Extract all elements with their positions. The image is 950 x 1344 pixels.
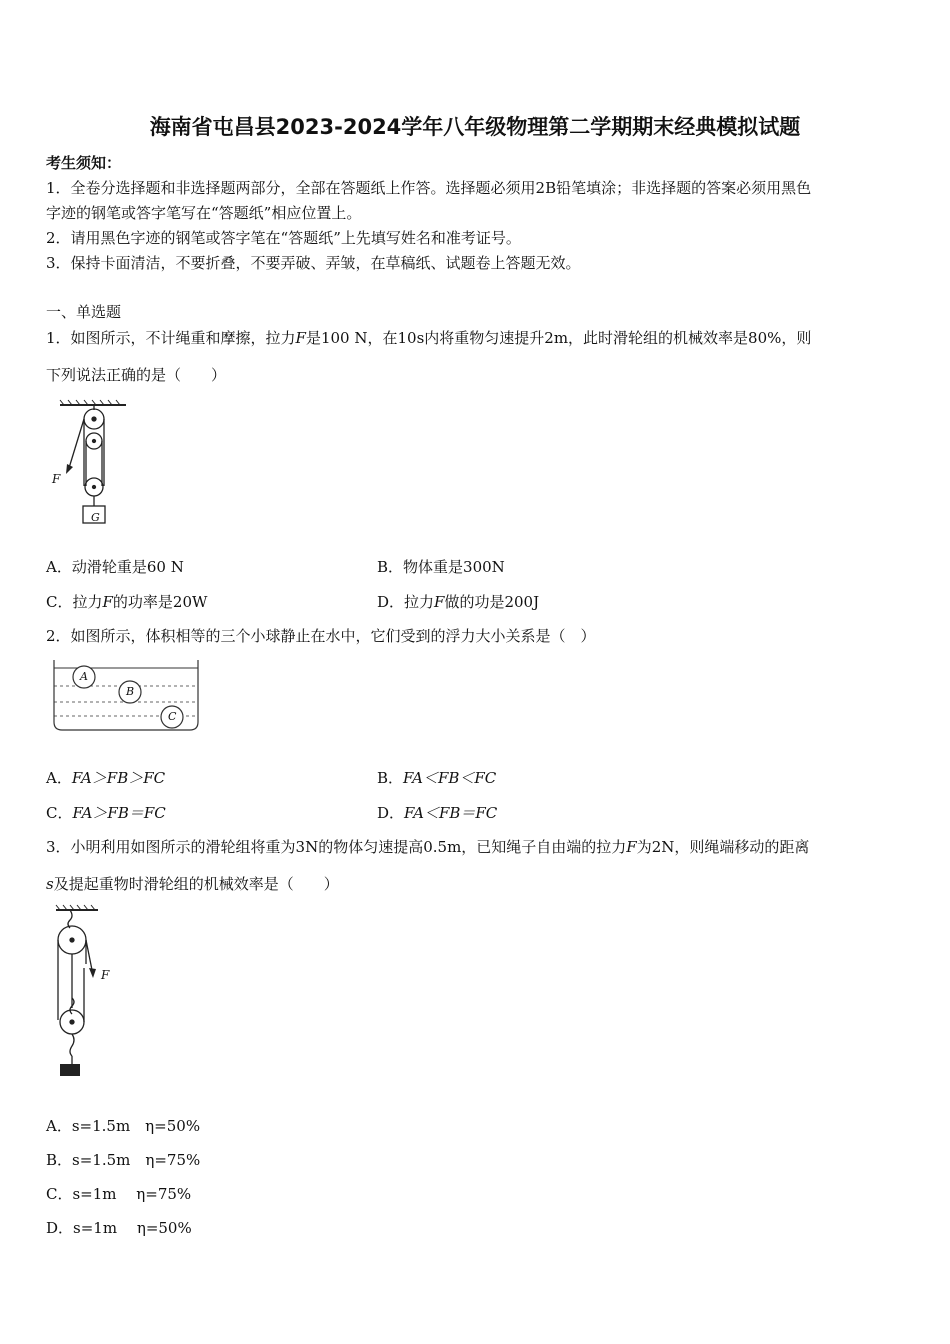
q3-stem-b: 为2N，则绳端移动的距离 [636,838,810,856]
q2-ball-b: B [126,685,135,698]
notice-item-1-cont: 字迹的钢笔或答字笔写在“答题纸”相应位置上。 [46,204,362,222]
q1-stem-var-F: F [295,329,306,347]
q3-weight-block [60,1064,80,1076]
q3-stem-line1 [46,836,809,857]
q1-stem-b: 是100 N，在10s内将重物匀速提升2m，此时滑轮组的机械效率是80%，则 [305,329,812,347]
q2-ball-c: C [168,710,177,723]
q3-stem-var-s: s [46,875,54,893]
q1-option-c-var: F [102,593,113,611]
q1-option-d-a: D．拉力 [377,593,435,611]
q1-option-b[interactable]: B．物体重是300N [377,558,505,576]
q1-option-c[interactable] [46,591,207,612]
q1-option-c-b: 的功率是20W [112,593,208,611]
q3-option-a[interactable]: A．s=1.5m η=50% [46,1117,201,1135]
q3-fig-label-F: F [101,968,110,982]
q1-option-c-a: C．拉力 [46,593,103,611]
q2-option-d-label: D． [377,804,405,822]
q2-option-b-label: B． [377,769,404,787]
notice-item-2: 2．请用黑色字迹的钢笔或答字笔在“答题纸”上先填写姓名和准考证号。 [46,229,521,247]
q3-arrow-icon [89,968,96,978]
q2-option-a-label: A． [46,769,72,787]
q2-option-d[interactable] [377,802,497,823]
q3-stem-a: 3．小明利用如图所示的滑轮组将重为3N的物体匀速提高0.5m，已知绳子自由端的拉力 [46,838,627,856]
q1-option-d-var: F [434,593,445,611]
q3-option-c[interactable]: C．s=1m η=75% [46,1185,192,1203]
section-heading: 一、单选题 [46,303,122,321]
q3-stem-var-F: F [626,838,637,856]
q1-stem-a: 1．如图所示，不计绳重和摩擦，拉力 [46,329,296,347]
notice-item-1: 1．全卷分选择题和非选择题两部分，全部在答题纸上作答。选择题必须用2B铅笔填涂；非选择题的答案必须用黑色 [46,179,812,197]
q2-ball-a: A [80,670,88,683]
q1-stem-line2: 下列说法正确的是（ ） [46,366,227,384]
notice-item-3: 3．保持卡面清洁，不要折叠，不要弄破、弄皱，在草稿纸、试题卷上答题无效。 [46,254,581,272]
q2-option-c-relation: FA＞FB＝FC [72,804,166,822]
q2-option-b-relation: FA＜FB＜FC [403,769,497,787]
q3-pulley-figure [48,904,118,1080]
q1-fig-label-F: F [52,472,61,486]
q2-option-c[interactable] [46,802,166,823]
notice-heading: 考生须知： [46,154,122,172]
q1-arrow-icon [66,464,73,474]
q1-option-d-b: 做的功是200J [444,593,540,611]
q2-stem-line1: 2．如图所示，体积相等的三个小球静止在水中，它们受到的浮力大小关系是（ ） [46,627,596,645]
q1-option-a[interactable]: A．动滑轮重是60 N [46,558,184,576]
q2-option-c-label: C． [46,804,73,822]
q1-fig-label-G: G [91,511,100,524]
q3-option-d[interactable]: D．s=1m η=50% [46,1219,192,1237]
q3-stem-line2 [46,873,339,894]
q2-option-a-relation: FA＞FB＞FC [71,769,166,787]
q1-option-d[interactable] [377,591,539,612]
q2-option-b[interactable] [377,767,496,788]
q1-stem-line1 [46,327,811,348]
q3-stem-line2-b: 及提起重物时滑轮组的机械效率是（ ） [53,875,339,893]
q2-option-d-relation: FA＜FB＝FC [404,804,498,822]
q2-option-a[interactable] [46,767,165,788]
page-title: 海南省屯昌县2023-2024学年八年级物理第二学期期末经典模拟试题 [149,115,801,139]
q3-option-b[interactable]: B．s=1.5m η=75% [46,1151,201,1169]
